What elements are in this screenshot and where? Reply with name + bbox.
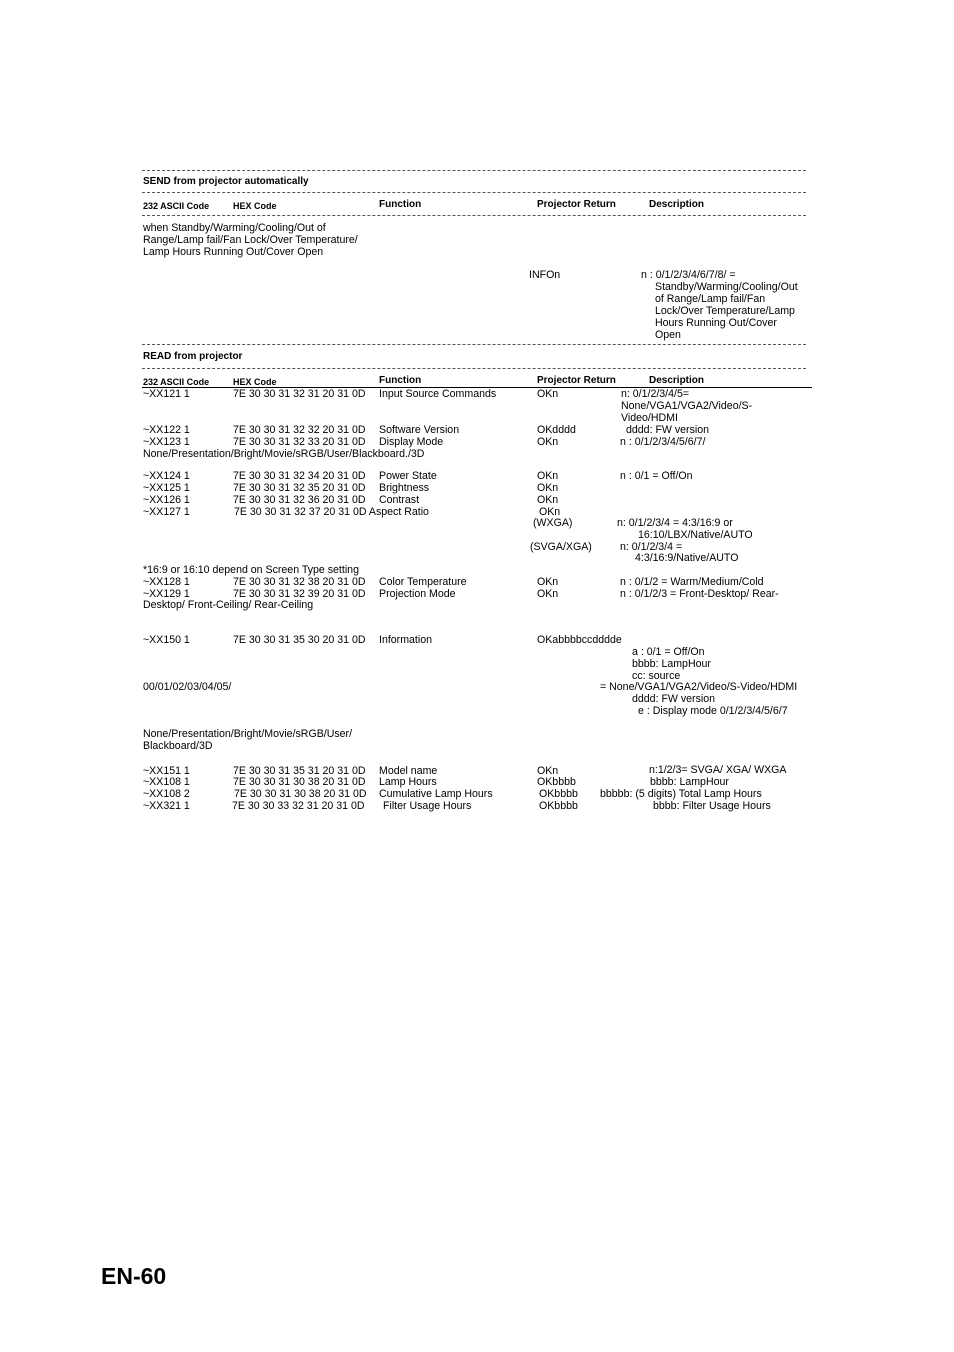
hex-code: 7E 30 30 31 32 37 20 31 0D Aspect Ratio (234, 506, 429, 518)
function-name: Lamp Hours (379, 776, 437, 788)
header-description: Description (649, 199, 705, 210)
projector-return: OKn (537, 482, 559, 494)
description-text: bbbb: LampHour (632, 658, 711, 670)
header-description: Description (649, 375, 705, 386)
projector-return: OKn (537, 765, 559, 777)
continuation-text: None/Presentation/Bright/Movie/sRGB/User/Blackboard./3D (143, 448, 425, 460)
divider (142, 344, 806, 345)
projector-return: OKn (539, 506, 561, 518)
page-number: EN-60 (101, 1263, 167, 1289)
hex-code: 7E 30 30 31 32 31 20 31 0D (233, 388, 366, 400)
projector-return: OKabbbbccdddde (537, 634, 622, 646)
read-section-title: READ from projector (143, 351, 243, 362)
ascii-code: ~XX126 1 (143, 494, 190, 506)
send-description: Open (655, 329, 681, 341)
ascii-code: ~XX123 1 (143, 436, 190, 448)
ascii-code: ~XX127 1 (143, 506, 190, 518)
hex-code: 7E 30 30 31 32 38 20 31 0D (233, 576, 366, 588)
projector-return: OKbbbb (537, 776, 576, 788)
description-text: n: 0/1/2/3/4/5= (621, 388, 690, 400)
hex-code: 7E 30 30 31 32 33 20 31 0D (233, 436, 366, 448)
function-name: Input Source Commands (379, 388, 497, 400)
divider (142, 215, 806, 216)
header-return: Projector Return (537, 199, 616, 210)
description-text: n : 0/1/2 = Warm/Medium/Cold (620, 576, 764, 588)
projector-return: OKn (537, 388, 559, 400)
hex-code: 7E 30 30 31 30 38 20 31 0D (234, 788, 367, 800)
header-function: Function (379, 199, 422, 210)
hex-code: 7E 30 30 33 32 31 20 31 0D (232, 800, 365, 812)
send-description: Hours Running Out/Cover (655, 317, 777, 329)
description-text: n:1/2/3= SVGA/ XGA/ WXGA (649, 764, 787, 776)
function-name: Power State (379, 470, 437, 482)
hex-code: 7E 30 30 31 32 32 20 31 0D (233, 424, 366, 436)
description-text: Video/HDMI (621, 412, 678, 424)
projector-return: (SVGA/XGA) (530, 541, 592, 553)
projector-return: (WXGA) (533, 517, 573, 529)
footnote-text: *16:9 or 16:10 depend on Screen Type setting (143, 564, 359, 576)
hex-code: 7E 30 30 31 30 38 20 31 0D (233, 776, 366, 788)
send-return-value: INFOn (529, 269, 561, 281)
description-text: dddd: FW version (626, 424, 710, 436)
ascii-code: ~XX128 1 (143, 576, 190, 588)
send-description: of Range/Lamp fail/Fan (655, 293, 766, 305)
send-description: n : 0/1/2/3/4/6/7/8/ = (641, 269, 736, 281)
projector-return: OKbbbb (539, 800, 578, 812)
ascii-code: ~XX129 1 (143, 588, 190, 600)
description-text: 16:10/LBX/Native/AUTO (638, 529, 753, 541)
projector-return: OKn (537, 494, 559, 506)
continuation-text: Blackboard/3D (143, 740, 213, 752)
projector-return: OKn (537, 436, 559, 448)
description-text: None/VGA1/VGA2/Video/S- (621, 400, 753, 412)
description-text: a : 0/1 = Off/On (632, 646, 705, 658)
function-name: Filter Usage Hours (383, 800, 472, 812)
function-name: Software Version (379, 424, 460, 436)
send-description: Standby/Warming/Cooling/Out (655, 281, 798, 293)
divider (142, 170, 806, 171)
description-text: n : 0/1/2/3/4/5/6/7/ (620, 436, 706, 448)
divider (142, 368, 806, 369)
description-text: bbbbb: (5 digits) Total Lamp Hours (600, 788, 762, 800)
continuation-text: Desktop/ Front-Ceiling/ Rear-Ceiling (143, 599, 314, 611)
hex-code: 7E 30 30 31 32 35 20 31 0D (233, 482, 366, 494)
ascii-code: ~XX150 1 (143, 634, 190, 646)
continuation-text: 00/01/02/03/04/05/ (143, 681, 232, 693)
projector-return: OKn (537, 588, 559, 600)
hex-code: 7E 30 30 31 32 39 20 31 0D (233, 588, 366, 600)
send-condition-line: Range/Lamp fail/Fan Lock/Over Temperature/ (143, 234, 358, 246)
function-name: Color Temperature (379, 576, 467, 588)
ascii-code: ~XX124 1 (143, 470, 190, 482)
ascii-code: ~XX108 1 (143, 776, 190, 788)
header-hex: HEX Code (233, 201, 277, 211)
function-name: Information (379, 634, 432, 646)
divider (142, 192, 806, 193)
header-function: Function (379, 375, 422, 386)
send-condition-line: Lamp Hours Running Out/Cover Open (143, 246, 324, 258)
function-name: Display Mode (379, 436, 444, 448)
function-name: Contrast (379, 494, 420, 506)
header-ascii: 232 ASCII Code (143, 377, 210, 387)
description-text: cc: source (632, 670, 681, 682)
ascii-code: ~XX121 1 (143, 388, 190, 400)
ascii-code: ~XX321 1 (143, 800, 190, 812)
send-description: Lock/Over Temperature/Lamp (655, 305, 795, 317)
header-ascii: 232 ASCII Code (143, 201, 210, 211)
hex-code: 7E 30 30 31 32 36 20 31 0D (233, 494, 366, 506)
send-section-title: SEND from projector automatically (143, 176, 309, 187)
ascii-code: ~XX108 2 (143, 788, 190, 800)
ascii-code: ~XX125 1 (143, 482, 190, 494)
description-text: 4:3/16:9/Native/AUTO (635, 552, 739, 564)
projector-return: OKn (537, 576, 559, 588)
hex-code: 7E 30 30 31 32 34 20 31 0D (233, 470, 366, 482)
description-text: n: 0/1/2/3/4 = (620, 541, 683, 553)
projector-return: OKbbbb (539, 788, 578, 800)
continuation-text: None/Presentation/Bright/Movie/sRGB/User/ (143, 728, 353, 740)
description-text: bbbb: Filter Usage Hours (653, 800, 771, 812)
description-text: n: 0/1/2/3/4 = 4:3/16:9 or (617, 517, 733, 529)
function-name: Cumulative Lamp Hours (379, 788, 493, 800)
function-name: Projection Mode (379, 588, 456, 600)
function-name: Brightness (379, 482, 430, 494)
ascii-code: ~XX122 1 (143, 424, 190, 436)
description-text: = None/VGA1/VGA2/Video/S-Video/HDMI (600, 681, 798, 693)
description-text: dddd: FW version (632, 693, 716, 705)
header-return: Projector Return (537, 375, 616, 386)
description-text: n : 0/1 = Off/On (620, 470, 693, 482)
description-text: n : 0/1/2/3 = Front-Desktop/ Rear- (620, 588, 779, 600)
projector-return: OKdddd (537, 424, 576, 436)
description-text: e : Display mode 0/1/2/3/4/5/6/7 (638, 705, 788, 717)
description-text: bbbb: LampHour (650, 776, 729, 788)
hex-code: 7E 30 30 31 35 30 20 31 0D (233, 634, 366, 646)
send-condition-line: when Standby/Warming/Cooling/Out of (143, 222, 326, 234)
projector-return: OKn (537, 470, 559, 482)
function-name: Model name (379, 765, 438, 777)
hex-code: 7E 30 30 31 35 31 20 31 0D (233, 765, 366, 777)
header-hex: HEX Code (233, 377, 277, 387)
ascii-code: ~XX151 1 (143, 765, 190, 777)
